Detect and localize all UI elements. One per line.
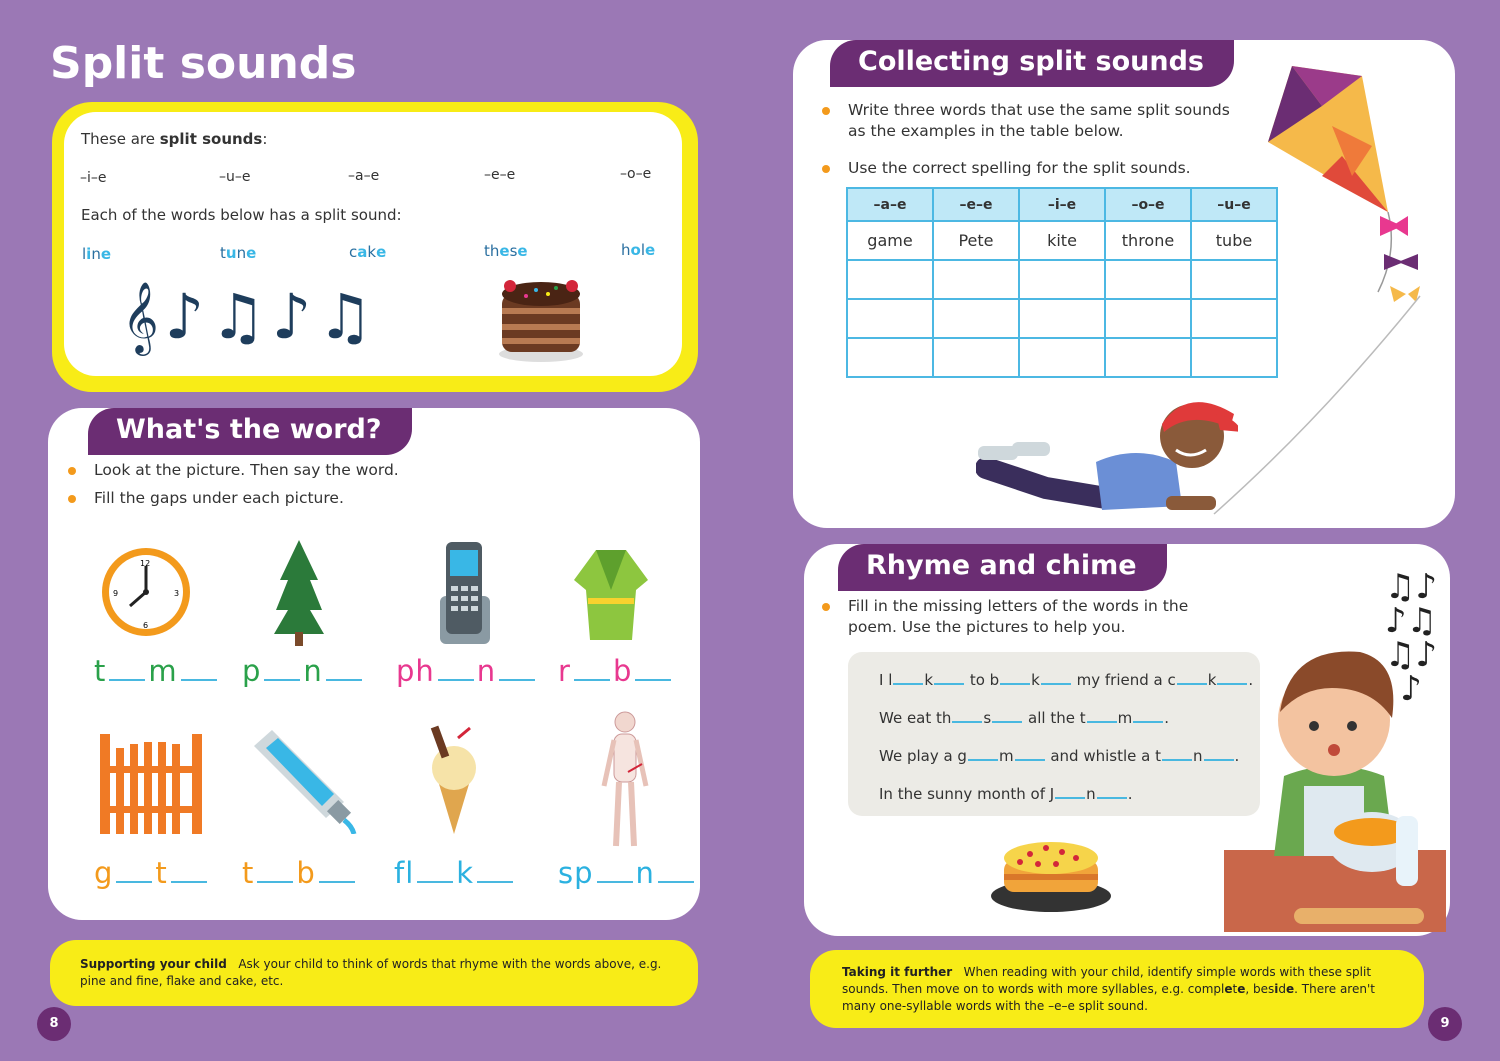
table-header: –o–e: [1105, 188, 1191, 221]
table-cell-blank[interactable]: [1019, 299, 1105, 338]
further-highlight: i: [1274, 982, 1279, 996]
phone-icon: [436, 542, 494, 646]
split-sound: –a–e: [348, 168, 380, 184]
intro-suffix: :: [262, 130, 268, 148]
further-highlight: e: [1285, 982, 1295, 996]
pine-tree-icon: [274, 540, 324, 646]
table-cell-blank[interactable]: [1105, 299, 1191, 338]
table-header: –a–e: [847, 188, 933, 221]
table-cell-blank[interactable]: [847, 260, 933, 299]
further-text: d: [1278, 982, 1286, 996]
example-word: these: [484, 242, 528, 260]
page-number-right: 9: [1428, 1007, 1462, 1041]
further-text: , bes: [1245, 982, 1275, 996]
gap-word-phone[interactable]: ph n: [396, 654, 538, 688]
gap-word-flake[interactable]: fl k: [394, 856, 516, 890]
further-label: Taking it further: [842, 965, 953, 979]
whats-the-word-heading: What's the word?: [88, 408, 412, 455]
music-notes-icon: 𝄞♪♫♪♫: [122, 280, 379, 353]
intro-line: [81, 130, 267, 148]
further-text: t: [1232, 982, 1238, 996]
further-highlight: e: [1237, 982, 1246, 996]
supporting-text: Ask your child to think of words that rhyme with the words above, e.g. pine and fine, flake and cake, etc.: [80, 957, 662, 988]
gap-word-spine[interactable]: sp n: [558, 856, 697, 890]
further-text: . There aren't many one-syllable words with the –e–e split sound.: [842, 982, 1375, 1013]
poem-line[interactable]: We play a g m and whistle a t n .: [879, 747, 1240, 765]
page-title: Split sounds: [50, 38, 357, 89]
chocolate-cake-icon: [496, 272, 586, 364]
toothpaste-tube-icon: [244, 728, 360, 834]
supporting-note: [50, 940, 698, 1006]
fruit-cake-icon: [990, 834, 1112, 914]
table-header: –i–e: [1019, 188, 1105, 221]
svg-text:6: 6: [143, 621, 149, 630]
example-word: line: [82, 245, 112, 263]
table-header-row: [847, 188, 1277, 221]
kite-icon: [1262, 66, 1438, 316]
split-sound: –e–e: [484, 167, 516, 183]
bullet-item: Fill the gaps under each picture.: [68, 488, 344, 509]
split-sound: –o–e: [620, 166, 652, 182]
table-cell: kite: [1019, 221, 1105, 260]
table-cell-blank[interactable]: [1105, 338, 1191, 377]
poem-line[interactable]: I l k to b k my friend a c k .: [879, 671, 1254, 689]
table-header: –u–e: [1191, 188, 1277, 221]
table-cell-blank[interactable]: [933, 299, 1019, 338]
skeleton-icon: [600, 710, 650, 850]
bullet-item: Look at the picture. Then say the word.: [68, 460, 399, 481]
table-cell-blank[interactable]: [1019, 338, 1105, 377]
further-note: [810, 950, 1424, 1028]
gap-word-tree[interactable]: p n: [242, 654, 365, 688]
split-sound: –i–e: [80, 170, 107, 186]
example-word: cake: [349, 243, 387, 261]
ice-cream-icon: [428, 724, 480, 836]
boy-lying-icon: [976, 384, 1238, 524]
page-number-left: 8: [37, 1007, 71, 1041]
bullet-item: Write three words that use the same split sounds as the examples in the table below.: [822, 100, 1232, 142]
svg-text:9: 9: [113, 589, 119, 598]
table-cell-blank[interactable]: [1105, 260, 1191, 299]
svg-text:3: 3: [174, 589, 180, 598]
gap-word-robe[interactable]: r b: [558, 654, 674, 688]
table-cell: throne: [1105, 221, 1191, 260]
table-cell-blank[interactable]: [847, 338, 933, 377]
intro-prefix: These are: [81, 130, 160, 148]
intro-bold: split sounds: [159, 130, 263, 148]
table-cell: Pete: [933, 221, 1019, 260]
svg-text:12: 12: [140, 559, 151, 568]
table-cell: tube: [1191, 221, 1277, 260]
gap-word-gate[interactable]: g t: [94, 856, 210, 890]
rhyme-heading: Rhyme and chime: [838, 544, 1167, 591]
poem-line[interactable]: In the sunny month of J n .: [879, 785, 1133, 803]
music-notes-icon: ♫♪ ♪♫ ♫♪ ♪: [1384, 567, 1438, 709]
collecting-heading: Collecting split sounds: [830, 40, 1234, 87]
robe-icon: [574, 550, 648, 640]
table-cell-blank[interactable]: [1019, 260, 1105, 299]
poem-line[interactable]: We eat th s all the t m .: [879, 709, 1169, 727]
bullet-item: Fill in the missing letters of the words in the poem. Use the pictures to help you.: [822, 596, 1222, 638]
example-word: hole: [621, 241, 656, 259]
further-highlight: e: [1224, 982, 1233, 996]
gap-word-tube[interactable]: t b: [242, 856, 358, 890]
table-cell: game: [847, 221, 933, 260]
boy-baking-icon: [1224, 646, 1446, 932]
table-row: [847, 221, 1277, 260]
example-word: tune: [220, 244, 257, 262]
supporting-label: Supporting your child: [80, 957, 227, 971]
further-text: When reading with your child, identify simple words with these split sounds. Then move on to words with more syllables, e.g. compl: [842, 965, 1372, 996]
examples-label: Each of the words below has a split sound:: [81, 206, 402, 224]
split-sounds-box: [64, 112, 682, 376]
table-cell-blank[interactable]: [933, 338, 1019, 377]
clock-icon: [100, 546, 192, 638]
bullet-item: Use the correct spelling for the split sounds.: [822, 158, 1191, 179]
gate-icon: [98, 726, 204, 836]
gap-word-clock[interactable]: t m: [94, 654, 220, 688]
table-cell-blank[interactable]: [847, 299, 933, 338]
table-cell-blank[interactable]: [933, 260, 1019, 299]
table-header: –e–e: [933, 188, 1019, 221]
split-sound: –u–e: [219, 169, 251, 185]
